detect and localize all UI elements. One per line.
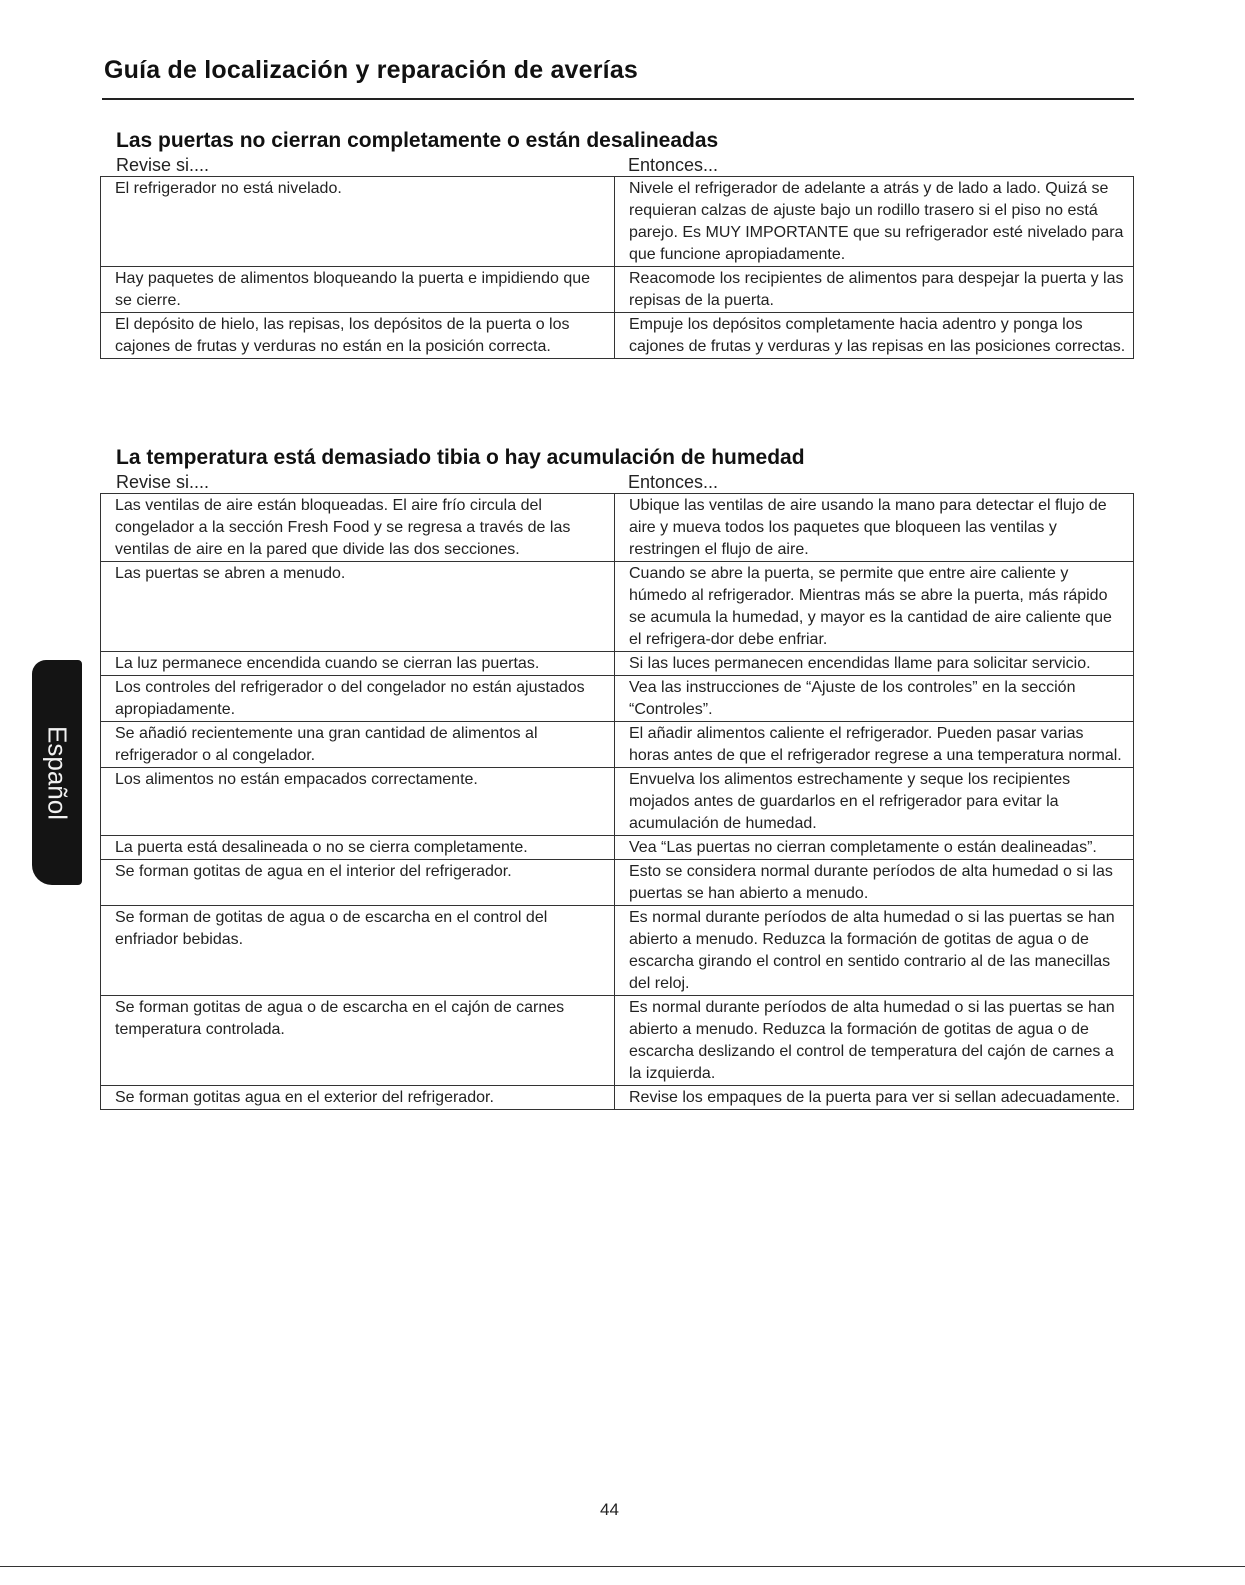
check-cell: Se forman gotitas agua en el exterior del refrigerador. bbox=[101, 1086, 615, 1110]
table-row bbox=[101, 722, 1134, 768]
then-heading: Entonces... bbox=[628, 155, 719, 175]
table-row bbox=[101, 494, 1134, 562]
section-temperature bbox=[100, 445, 1134, 1110]
table-row bbox=[101, 267, 1134, 313]
column-headings bbox=[100, 471, 1134, 493]
table-row bbox=[101, 676, 1134, 722]
check-cell: Las ventilas de aire están bloqueadas. El aire frío circula del congelador a la sección Fresh Food y se regresa a través de las ventilas de aire en la pared que divide las dos secciones. bbox=[101, 494, 615, 562]
table-row bbox=[101, 562, 1134, 652]
section-title: Las puertas no cierran completamente o están desalineadas bbox=[116, 129, 719, 152]
solution-cell: Nivele el refrigerador de adelante a atrás y de lado a lado. Quizá se requieran calzas de ajuste bajo un rodillo trasero si el piso no está parejo. Es MUY IMPORTANTE que su refrigerador esté nivelado para que funcione apropiadamente. bbox=[615, 177, 1134, 267]
solution-cell: Si las luces permanecen encendidas llame para solicitar servicio. bbox=[615, 652, 1134, 676]
check-cell: Hay paquetes de alimentos bloqueando la puerta e impidiendo que se cierre. bbox=[101, 267, 615, 313]
solution-cell: Empuje los depósitos completamente hacia adentro y ponga los cajones de frutas y verduras y las repisas en las posiciones correctas. bbox=[615, 313, 1134, 359]
page-title: Guía de localización y reparación de averías bbox=[104, 56, 639, 84]
solution-cell: Es normal durante períodos de alta humedad o si las puertas se han abierto a menudo. Reduzca la formación de gotitas de agua o de escarcha girando el control en sentido contrario al de las manecillas del reloj. bbox=[615, 906, 1134, 996]
bottom-divider bbox=[0, 1566, 1245, 1567]
table-row bbox=[101, 836, 1134, 860]
table-row bbox=[101, 860, 1134, 906]
solution-cell: Revise los empaques de la puerta para ver si sellan adecuadamente. bbox=[615, 1086, 1134, 1110]
check-cell: La luz permanece encendida cuando se cierran las puertas. bbox=[101, 652, 615, 676]
solution-cell: Reacomode los recipientes de alimentos para despejar la puerta y las repisas de la puerta. bbox=[615, 267, 1134, 313]
table-row bbox=[101, 1086, 1134, 1110]
check-cell: Se forman de gotitas de agua o de escarcha en el control del enfriador bebidas. bbox=[101, 906, 615, 996]
language-side-tab bbox=[32, 660, 82, 885]
troubleshooting-table bbox=[100, 176, 1134, 359]
solution-cell: Vea las instrucciones de “Ajuste de los controles” en la sección “Controles”. bbox=[615, 676, 1134, 722]
solution-cell: Vea “Las puertas no cierran completamente o están dealineadas”. bbox=[615, 836, 1134, 860]
check-cell: Se forman gotitas de agua en el interior del refrigerador. bbox=[101, 860, 615, 906]
check-cell: La puerta está desalineada o no se cierra completamente. bbox=[101, 836, 615, 860]
solution-cell: Cuando se abre la puerta, se permite que entre aire caliente y húmedo al refrigerador. Mientras más se abre la puerta, más rápido se acumula la humedad, y mayor es la cantidad de aire caliente que el refrigera-dor debe enfriar. bbox=[615, 562, 1134, 652]
solution-cell: El añadir alimentos caliente el refrigerador. Pueden pasar varias horas antes de que el refrigerador regrese a una temperatura normal. bbox=[615, 722, 1134, 768]
check-cell: Los controles del refrigerador o del congelador no están ajustados apropiadamente. bbox=[101, 676, 615, 722]
table-row bbox=[101, 652, 1134, 676]
check-heading: Revise si.... bbox=[116, 155, 210, 175]
table-row bbox=[101, 177, 1134, 267]
column-headings bbox=[100, 154, 1134, 176]
check-cell: Se forman gotitas de agua o de escarcha en el cajón de carnes temperatura controlada. bbox=[101, 996, 615, 1086]
solution-cell: Esto se considera normal durante períodos de alta humedad o si las puertas se han abierto a menudo. bbox=[615, 860, 1134, 906]
check-heading: Revise si.... bbox=[116, 472, 210, 492]
table-row bbox=[101, 906, 1134, 996]
then-heading: Entonces... bbox=[628, 472, 719, 492]
check-cell: El refrigerador no está nivelado. bbox=[101, 177, 615, 267]
solution-cell: Ubique las ventilas de aire usando la mano para detectar el flujo de aire y mueva todos los paquetes que bloqueen las ventilas y restringen el flujo de aire. bbox=[615, 494, 1134, 562]
table-row bbox=[101, 996, 1134, 1086]
solution-cell: Envuelva los alimentos estrechamente y seque los recipientes mojados antes de guardarlos en el refrigerador para evitar la acumulación de humedad. bbox=[615, 768, 1134, 836]
section-doors bbox=[100, 128, 1134, 359]
troubleshooting-table bbox=[100, 493, 1134, 1110]
side-tab-label: Español bbox=[42, 725, 73, 820]
check-cell: Los alimentos no están empacados correctamente. bbox=[101, 768, 615, 836]
solution-cell: Es normal durante períodos de alta humedad o si las puertas se han abierto a menudo. Reduzca la formación de gotitas de agua o de escarcha deslizando el control de temperatura del cajón de carnes a la izquierda. bbox=[615, 996, 1134, 1086]
check-cell: Se añadió recientemente una gran cantidad de alimentos al refrigerador o al congelador. bbox=[101, 722, 615, 768]
table-row bbox=[101, 768, 1134, 836]
table-row bbox=[101, 313, 1134, 359]
page-number: 44 bbox=[600, 1500, 619, 1519]
title-divider bbox=[102, 98, 1134, 100]
check-cell: El depósito de hielo, las repisas, los depósitos de la puerta o los cajones de frutas y verduras no están en la posición correcta. bbox=[101, 313, 615, 359]
section-title: La temperatura está demasiado tibia o hay acumulación de humedad bbox=[116, 446, 805, 469]
check-cell: Las puertas se abren a menudo. bbox=[101, 562, 615, 652]
